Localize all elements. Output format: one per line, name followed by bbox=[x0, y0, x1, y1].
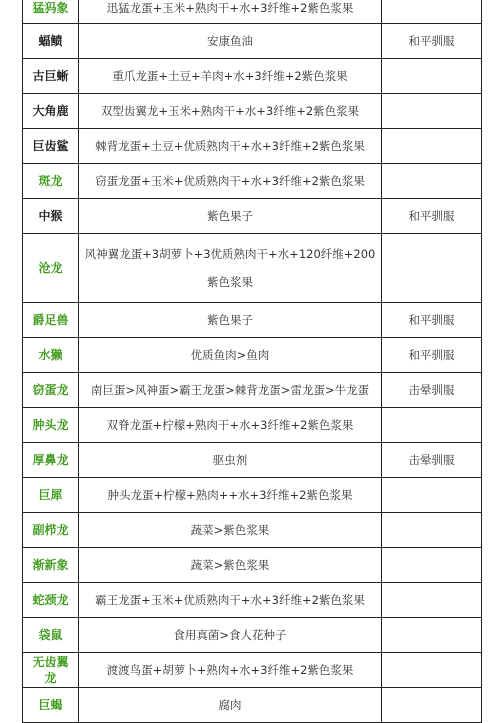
creature-name: 巨犀 bbox=[23, 478, 79, 513]
taming-method bbox=[382, 94, 482, 129]
creature-name: 肿头龙 bbox=[23, 408, 79, 443]
taming-method bbox=[382, 0, 482, 24]
taming-food: 优质鱼肉>鱼肉 bbox=[79, 338, 382, 373]
taming-method: 击晕驯服 bbox=[382, 443, 482, 478]
creature-name: 巨齿鲨 bbox=[23, 129, 79, 164]
taming-food: 重爪龙蛋+土豆+羊肉+水+3纤维+2紫色浆果 bbox=[79, 59, 382, 94]
taming-method bbox=[382, 653, 482, 688]
taming-method: 和平驯服 bbox=[382, 199, 482, 234]
taming-method: 和平驯服 bbox=[382, 24, 482, 59]
taming-food: 安康鱼油 bbox=[79, 24, 382, 59]
creature-name: 中猴 bbox=[23, 199, 79, 234]
table-row bbox=[23, 443, 482, 478]
creature-name: 古巨蜥 bbox=[23, 59, 79, 94]
taming-food: 渡渡鸟蛋+胡萝卜+熟肉+水+3纤维+2紫色浆果 bbox=[79, 653, 382, 688]
table-row bbox=[23, 653, 482, 688]
table-row bbox=[23, 618, 482, 653]
taming-food: 南巨蛋>风神蛋>霸王龙蛋>棘背龙蛋>雷龙蛋>牛龙蛋 bbox=[79, 373, 382, 408]
table-row bbox=[23, 583, 482, 618]
table-row bbox=[23, 688, 482, 723]
taming-food: 食用真菌>食人花种子 bbox=[79, 618, 382, 653]
taming-table-body bbox=[23, 0, 482, 723]
taming-method bbox=[382, 59, 482, 94]
table-row bbox=[23, 548, 482, 583]
taming-food: 双型齿翼龙+玉米+熟肉干+水+3纤维+2紫色浆果 bbox=[79, 94, 382, 129]
creature-name: 沧龙 bbox=[23, 234, 79, 303]
taming-method bbox=[382, 548, 482, 583]
table-row bbox=[23, 94, 482, 129]
creature-name: 猛犸象 bbox=[23, 0, 79, 24]
taming-food: 双脊龙蛋+柠檬+熟肉干+水+3纤维+2紫色浆果 bbox=[79, 408, 382, 443]
creature-name: 大角鹿 bbox=[23, 94, 79, 129]
table-row bbox=[23, 59, 482, 94]
taming-food: 驱虫剂 bbox=[79, 443, 382, 478]
taming-method bbox=[382, 234, 482, 303]
table-row bbox=[23, 408, 482, 443]
taming-method: 和平驯服 bbox=[382, 303, 482, 338]
table-row bbox=[23, 199, 482, 234]
taming-method bbox=[382, 618, 482, 653]
table-row bbox=[23, 478, 482, 513]
taming-method bbox=[382, 408, 482, 443]
creature-name: 袋鼠 bbox=[23, 618, 79, 653]
creature-name: 窃蛋龙 bbox=[23, 373, 79, 408]
table-row bbox=[23, 373, 482, 408]
creature-name: 厚鼻龙 bbox=[23, 443, 79, 478]
taming-food: 腐肉 bbox=[79, 688, 382, 723]
taming-method bbox=[382, 478, 482, 513]
taming-method bbox=[382, 513, 482, 548]
taming-food: 紫色果子 bbox=[79, 199, 382, 234]
taming-method: 和平驯服 bbox=[382, 338, 482, 373]
creature-name: 巨蝎 bbox=[23, 688, 79, 723]
taming-food: 霸王龙蛋+玉米+优质熟肉干+水+3纤维+2紫色浆果 bbox=[79, 583, 382, 618]
creature-name: 蝠鲼 bbox=[23, 24, 79, 59]
creature-name: 蛇颈龙 bbox=[23, 583, 79, 618]
table-row bbox=[23, 24, 482, 59]
taming-method bbox=[382, 164, 482, 199]
creature-name: 无齿翼龙 bbox=[23, 653, 79, 688]
table-row bbox=[23, 338, 482, 373]
taming-food: 紫色果子 bbox=[79, 303, 382, 338]
taming-table bbox=[22, 0, 482, 723]
creature-name: 渐新象 bbox=[23, 548, 79, 583]
creature-name: 水獭 bbox=[23, 338, 79, 373]
taming-method bbox=[382, 688, 482, 723]
taming-method: 击晕驯服 bbox=[382, 373, 482, 408]
table-row bbox=[23, 513, 482, 548]
taming-food: 蔬菜>紫色浆果 bbox=[79, 548, 382, 583]
table-row bbox=[23, 234, 482, 303]
table-row bbox=[23, 0, 482, 24]
taming-food: 肿头龙蛋+柠檬+熟肉++水+3纤维+2紫色浆果 bbox=[79, 478, 382, 513]
taming-method bbox=[382, 583, 482, 618]
creature-name: 副栉龙 bbox=[23, 513, 79, 548]
creature-name: 斑龙 bbox=[23, 164, 79, 199]
taming-method bbox=[382, 129, 482, 164]
taming-food: 风神翼龙蛋+3胡萝卜+3优质熟肉干+水+120纤维+200紫色浆果 bbox=[79, 234, 382, 303]
taming-food: 迅猛龙蛋+玉米+熟肉干+水+3纤维+2紫色浆果 bbox=[79, 0, 382, 24]
taming-food: 蔬菜>紫色浆果 bbox=[79, 513, 382, 548]
taming-food: 棘背龙蛋+土豆+优质熟肉干+水+3纤维+2紫色浆果 bbox=[79, 129, 382, 164]
taming-food: 窃蛋龙蛋+玉米+优质熟肉干+水+3纤维+2紫色浆果 bbox=[79, 164, 382, 199]
table-row bbox=[23, 164, 482, 199]
table-row bbox=[23, 129, 482, 164]
table-row bbox=[23, 303, 482, 338]
creature-name: 爵足兽 bbox=[23, 303, 79, 338]
